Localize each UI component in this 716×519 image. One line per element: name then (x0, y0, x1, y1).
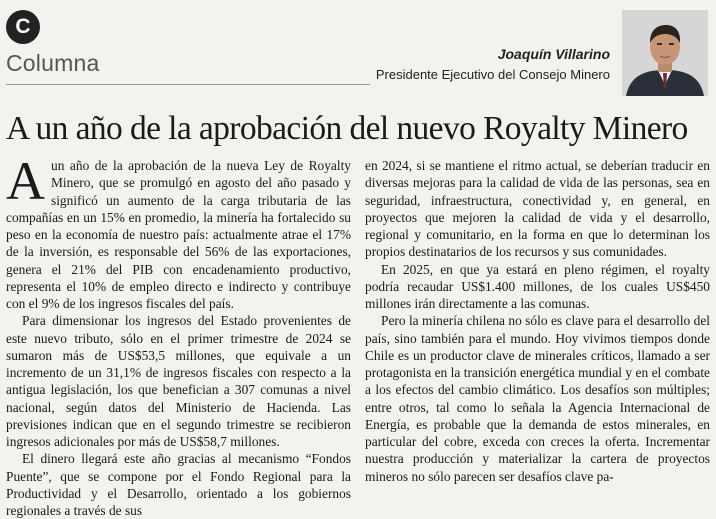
article-body (6, 151, 710, 518)
author-photo (622, 10, 708, 96)
paragraph: Pero la minería chilena no sólo es clave para el desarrollo del país, sino también para el mundo. Hoy vivimos tiempos donde Chile es un productor clave de minerales críticos, llamado a ser protagonista en la transición energética mundial y en el combate a los efectos del cambio climático. Los desafíos son múltiples; entre otros, tal como lo señala la Agencia Internacional de Energía, es probable que la demanda de estos minerales, en particular del cobre, exceda con creces la oferta. Incrementar nuestra producción y materializar la cartera de proyectos mineros no sólo parecen ser desafíos clave pa- (365, 313, 710, 484)
paragraph: Aun año de la aprobación de la nueva Ley de Royalty Minero, que se promulgó en agosto del año pasado y significó un aumento de la carga tributaria de las compañías en un 15% en promedio, la minería ha fortalecido su peso en la economía de nuestro país: actualmente atrae el 17% de la inversión, es responsable del 56% de las exportaciones, genera el 21% del PIB con encadenamiento productivo, representa el 10% de empleo directo e indirecto y contribuye con el 9% de los ingresos fiscales del país. (6, 151, 351, 311)
section-badge (6, 10, 40, 44)
section-badge-letter: C (15, 15, 31, 38)
left-column (6, 151, 351, 518)
section-label: Columna (6, 50, 100, 76)
paragraph: En 2025, en que ya estará en pleno régimen, el royalty podría recaudar US$1.400 millones, de los cuales US$450 millones irán directamente a las comunas. (365, 261, 710, 311)
article-headline: A un año de la aprobación del nuevo Royalty Minero (6, 110, 688, 147)
header-divider (6, 84, 370, 85)
paragraph: Para dimensionar los ingresos del Estado provenientes de este nuevo tributo, sólo en el primer trimestre de 2024 se sumaron más de US$53,5 millones, que equivale a un incremento de un 31,1% de ingresos fiscales con respecto a la antigua legislación, los que benefician a 307 comunas a nivel nacional, según datos del Ministerio de Hacienda. Las previsiones indican que en el segundo trimestre se recibieron ingresos adicionales por más de US$58,7 millones. (6, 313, 351, 449)
right-column (365, 157, 710, 484)
paragraph: en 2024, si se mantiene el ritmo actual, se deberían traducir en diversas mejoras para la calidad de vida de las personas, sea en seguridad, infraestructura, conectividad y, en general, en proyectos que mejoren la calidad de vida y el desarrollo, regional y comunitario, en la forma en que lo determinan los propios destinatarios de los recursos y sus comunidades. (365, 158, 710, 260)
portrait-illustration (622, 10, 708, 96)
author-block (376, 46, 610, 82)
author-role: Presidente Ejecutivo del Consejo Minero (375, 67, 610, 82)
author-name: Joaquín Villarino (497, 46, 610, 62)
paragraph: El dinero llegará este año gracias al mecanismo “Fondos Puente”, que se compone por el Fondo Regional para la Productividad y el Desarrollo, orientado a los gobiernos regionales a través de sus (6, 451, 351, 518)
